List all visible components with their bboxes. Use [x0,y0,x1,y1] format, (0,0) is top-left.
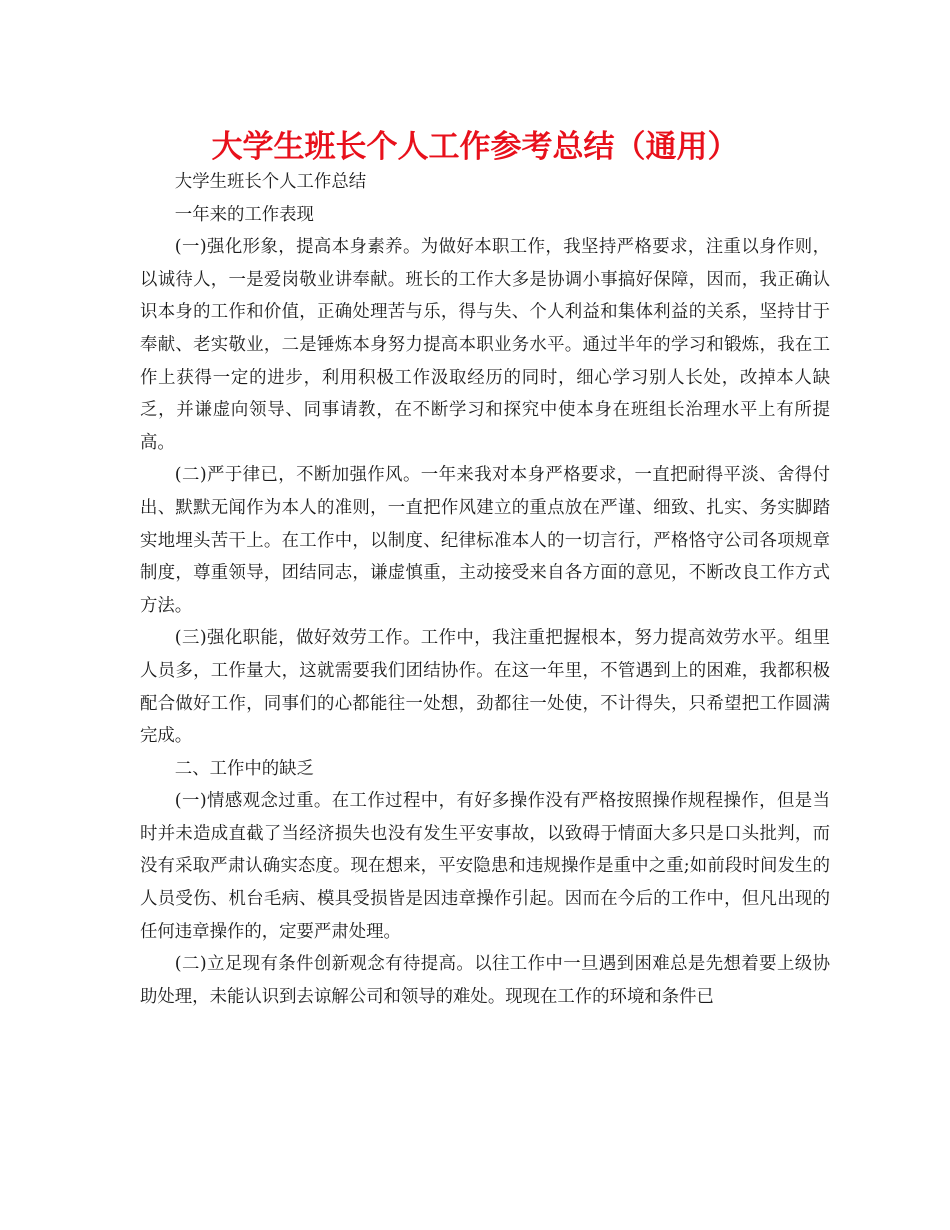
paragraph-5: (二)立足现有条件创新观念有待提高。以往工作中一旦遇到困难总是先想着要上级协助处理，未能认识到去谅解公司和领导的难处。现现在工作的环境和条件已 [140,954,830,1007]
section-heading-2: 二、工作中的缺乏 [174,758,314,779]
paragraph-1: (一)强化形象，提高本身素养。为做好本职工作，我坚持严格要求，注重以身作则，以诚待人，一是爱岗敬业讲奉献。班长的工作大多是协调小事搞好保障，因而，我正确认识本身的工作和价值，正确处理苦与乐，得与失、个人利益和集体利益的关系，坚持甘于奉献、老实敬业，二是锤炼本身努力提高本职业务水平。通过半年的学习和锻炼，我在工作上获得一定的进步，利用积极工作汲取经历的同时，细心学习别人长处，改掉本人缺乏，并谦虚向领导、同事请教，在不断学习和探究中使本身在班组长治理水平上有所提高。 [140,237,830,453]
paragraph-2: (二)严于律已，不断加强作风。一年来我对本身严格要求，一直把耐得平淡、舍得付出、默默无闻作为本人的准则，一直把作风建立的重点放在严谨、细致、扎实、务实脚踏实地埋头苦干上。在工作中，以制度、纪律标准本人的一切言行，严格恪守公司各项规章制度，尊重领导，团结同志，谦虚慎重，主动接受来自各方面的意见，不断改良工作方式方法。 [140,465,830,616]
document-title: 大学生班长个人工作参考总结（通用） [211,129,739,165]
paragraph-3: (三)强化职能，做好效劳工作。工作中，我注重把握根本，努力提高效劳水平。组里人员多，工作量大，这就需要我们团结协作。在这一年里，不管遇到上的困难，我都积极配合做好工作，同事们的心都能往一处想，劲都往一处使，不计得失，只希望把工作圆满完成。 [140,628,830,747]
paragraph-4: (一)情感观念过重。在工作过程中，有好多操作没有严格按照操作规程操作，但是当时并未造成直截了当经济损失也没有发生平安事故，以致碍于情面大多只是口头批判，而没有采取严肃认确实态度。现在想来，平安隐患和违规操作是重中之重;如前段时间发生的人员受伤、机台毛病、模具受损皆是因违章操作引起。因而在今后的工作中，但凡出现的任何违章操作的，定要严肃处理。 [140,791,830,942]
document-body [140,166,830,1013]
document-subtitle: 大学生班长个人工作总结 [174,172,367,192]
section-heading-1: 一年来的工作表现 [174,204,314,225]
